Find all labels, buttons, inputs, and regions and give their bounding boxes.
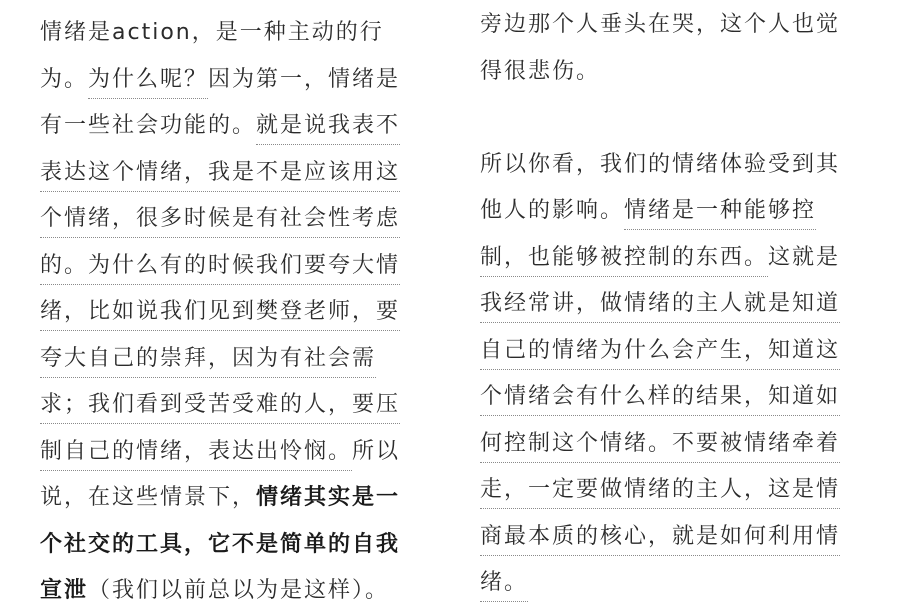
text-line <box>40 380 400 430</box>
underlined-text-segment: 我经常讲，做情绪的主人就是知道 <box>480 291 840 323</box>
text-line <box>40 55 400 105</box>
text-line <box>40 194 400 244</box>
text-line <box>40 520 400 570</box>
underlined-text-segment: 夸大自己的崇拜，因为有社会需 <box>40 346 376 378</box>
text-segment: 所以你看，我们的情绪体验受到其 <box>480 151 841 177</box>
bold-text-segment: 情绪其实是一 <box>256 485 401 510</box>
text-line <box>40 148 400 198</box>
underlined-text-segment: 走，一定要做情绪的主人，这是情 <box>480 477 840 509</box>
bold-text-segment: 个社交的工具，它不是简单的自我 <box>40 531 401 557</box>
underlined-text-segment: 商最本质的核心，就是如何利用情 <box>480 524 840 556</box>
text-line <box>480 186 816 236</box>
text-segment: 为。 <box>40 66 89 92</box>
underlined-text-segment: 自己的情绪为什么会产生，知道这 <box>480 338 840 370</box>
text-line <box>40 287 400 337</box>
text-line <box>480 465 840 515</box>
underlined-text-segment: 绪，比如说我们见到樊登老师，要 <box>40 299 400 331</box>
underlined-text-segment: 绪。 <box>480 570 528 602</box>
text-segment: 有一些社会功能的。 <box>40 113 257 138</box>
text-segment: 因为第一，情绪是 <box>208 66 401 92</box>
text-line <box>480 140 840 190</box>
text-line <box>40 8 384 58</box>
text-line <box>480 233 840 283</box>
text-line <box>480 558 528 608</box>
underlined-text-segment: 何控制这个情绪。不要被情绪牵着 <box>480 431 840 463</box>
text-line <box>40 427 400 477</box>
underlined-text-segment: 制自己的情绪，表达出怜悯。 <box>40 439 352 471</box>
text-segment: 得很悲伤。 <box>480 58 601 84</box>
text-line <box>40 101 400 151</box>
text-line <box>480 326 840 376</box>
text-segment: 所以 <box>352 438 401 464</box>
text-line <box>40 241 400 291</box>
text-line <box>480 47 600 97</box>
text-line <box>480 512 840 562</box>
text-line <box>480 0 840 50</box>
text-segment: 旁边那个人垂头在哭，这个人也觉 <box>480 12 841 37</box>
underlined-text-segment: 表达这个情绪，我是不是应该用这 <box>40 160 400 192</box>
text-line <box>480 419 840 469</box>
text-segment: 他人的影响。 <box>480 198 625 223</box>
text-line <box>480 372 840 422</box>
text-line <box>480 279 840 329</box>
bold-text-segment: 宣泄 <box>40 578 89 603</box>
underlined-text-segment: 求；我们看到受苦受难的人，要压 <box>40 392 400 424</box>
underlined-text-segment: 个情绪会有什么样的结果，知道如 <box>480 384 840 416</box>
underlined-text-segment: 制，也能够被控制的东西。 <box>480 245 768 277</box>
text-line <box>40 334 376 384</box>
text-line <box>40 566 389 616</box>
text-line <box>40 473 400 523</box>
underlined-text-segment: 为什么呢？ <box>88 67 208 99</box>
text-segment: （我们以前总以为是这样）。 <box>88 578 390 603</box>
text-segment: 这就是 <box>768 244 841 270</box>
underlined-text-segment: 的。为什么有的时候我们要夸大情 <box>40 253 400 285</box>
text-segment: 情绪是action，是一种主动的行 <box>40 20 384 45</box>
text-segment: 说，在这些情景下， <box>40 485 257 510</box>
underlined-text-segment: 个情绪，很多时候是有社会性考虑 <box>40 206 400 238</box>
underlined-text-segment: 情绪是一种能够控 <box>624 198 816 230</box>
underlined-text-segment: 就是说我表不 <box>256 113 400 145</box>
